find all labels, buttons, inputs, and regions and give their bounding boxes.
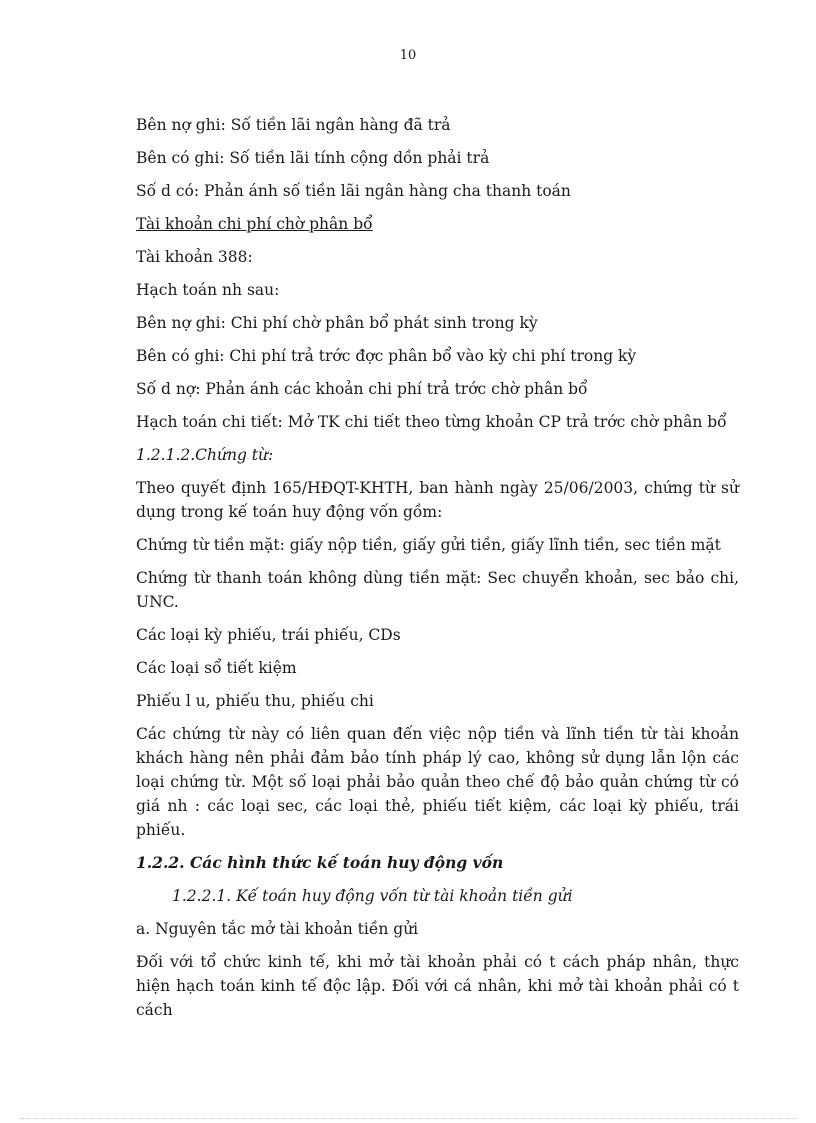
- paragraph: Số d có: Phản ánh số tiền lãi ngân hàng cha thanh toán: [136, 182, 571, 200]
- paragraph: Số d nợ: Phản ánh các khoản chi phí trả trớc chờ phân bổ: [136, 380, 588, 398]
- paragraph: Bên có ghi: Chi phí trả trớc đợc phân bổ vào kỳ chi phí trong kỳ: [136, 347, 637, 365]
- paragraph: Các chứng từ này có liên quan đến việc nộp tiền và lĩnh tiền từ tài khoản khách hàng nên phải đảm bảo tính pháp lý cao, không sử dụng lẫn lộn các loại chứng từ. Một số loại phải bảo quản theo chế độ bảo quản chứng từ có giá nh : các loại sec, các loại thẻ, phiếu tiết kiệm, các loại kỳ phiếu, trái phiếu.: [136, 725, 739, 839]
- section-label: Tài khoản chi phí chờ phân bổ: [136, 215, 373, 233]
- document-body: [136, 113, 739, 1031]
- paragraph: Hạch toán nh sau:: [136, 281, 280, 299]
- paragraph: Theo quyết định 165/HĐQT-KHTH, ban hành ngày 25/06/2003, chứng từ sử dụng trong kế toán huy động vốn gồm:: [136, 479, 739, 521]
- paragraph: Các loại kỳ phiếu, trái phiếu, CDs: [136, 626, 401, 644]
- paragraph: Đối với tổ chức kinh tế, khi mở tài khoản phải có t cách pháp nhân, thực hiện hạch toán kinh tế độc lập. Đối với cá nhân, khi mở tài khoản phải có t cách: [136, 953, 739, 1019]
- subsection-heading: 1.2.2.1. Kế toán huy động vốn từ tài khoản tiền gửi: [172, 887, 573, 905]
- paragraph: Các loại sổ tiết kiệm: [136, 659, 297, 677]
- footer-divider: [20, 1118, 796, 1119]
- paragraph: a. Nguyên tắc mở tài khoản tiền gửi: [136, 920, 419, 938]
- paragraph: Chứng từ tiền mặt: giấy nộp tiền, giấy gửi tiền, giấy lĩnh tiền, sec tiền mặt: [136, 536, 721, 554]
- paragraph: Hạch toán chi tiết: Mở TK chi tiết theo từng khoản CP trả trớc chờ phân bổ: [136, 413, 727, 431]
- subsection-heading: 1.2.1.2.Chứng từ:: [136, 446, 274, 464]
- section-heading: 1.2.2. Các hình thức kế toán huy động vốn: [136, 853, 504, 872]
- paragraph: Bên nợ ghi: Chi phí chờ phân bổ phát sinh trong kỳ: [136, 314, 538, 332]
- page-number: 10: [399, 48, 417, 63]
- paragraph: Chứng từ thanh toán không dùng tiền mặt: Sec chuyển khoản, sec bảo chi, UNC.: [136, 569, 739, 611]
- paragraph: Tài khoản 388:: [136, 248, 253, 266]
- paragraph: Phiếu l u, phiếu thu, phiếu chi: [136, 692, 374, 710]
- paragraph: Bên có ghi: Số tiền lãi tính cộng dồn phải trả: [136, 149, 490, 167]
- paragraph: Bên nợ ghi: Số tiền lãi ngân hàng đã trả: [136, 116, 451, 134]
